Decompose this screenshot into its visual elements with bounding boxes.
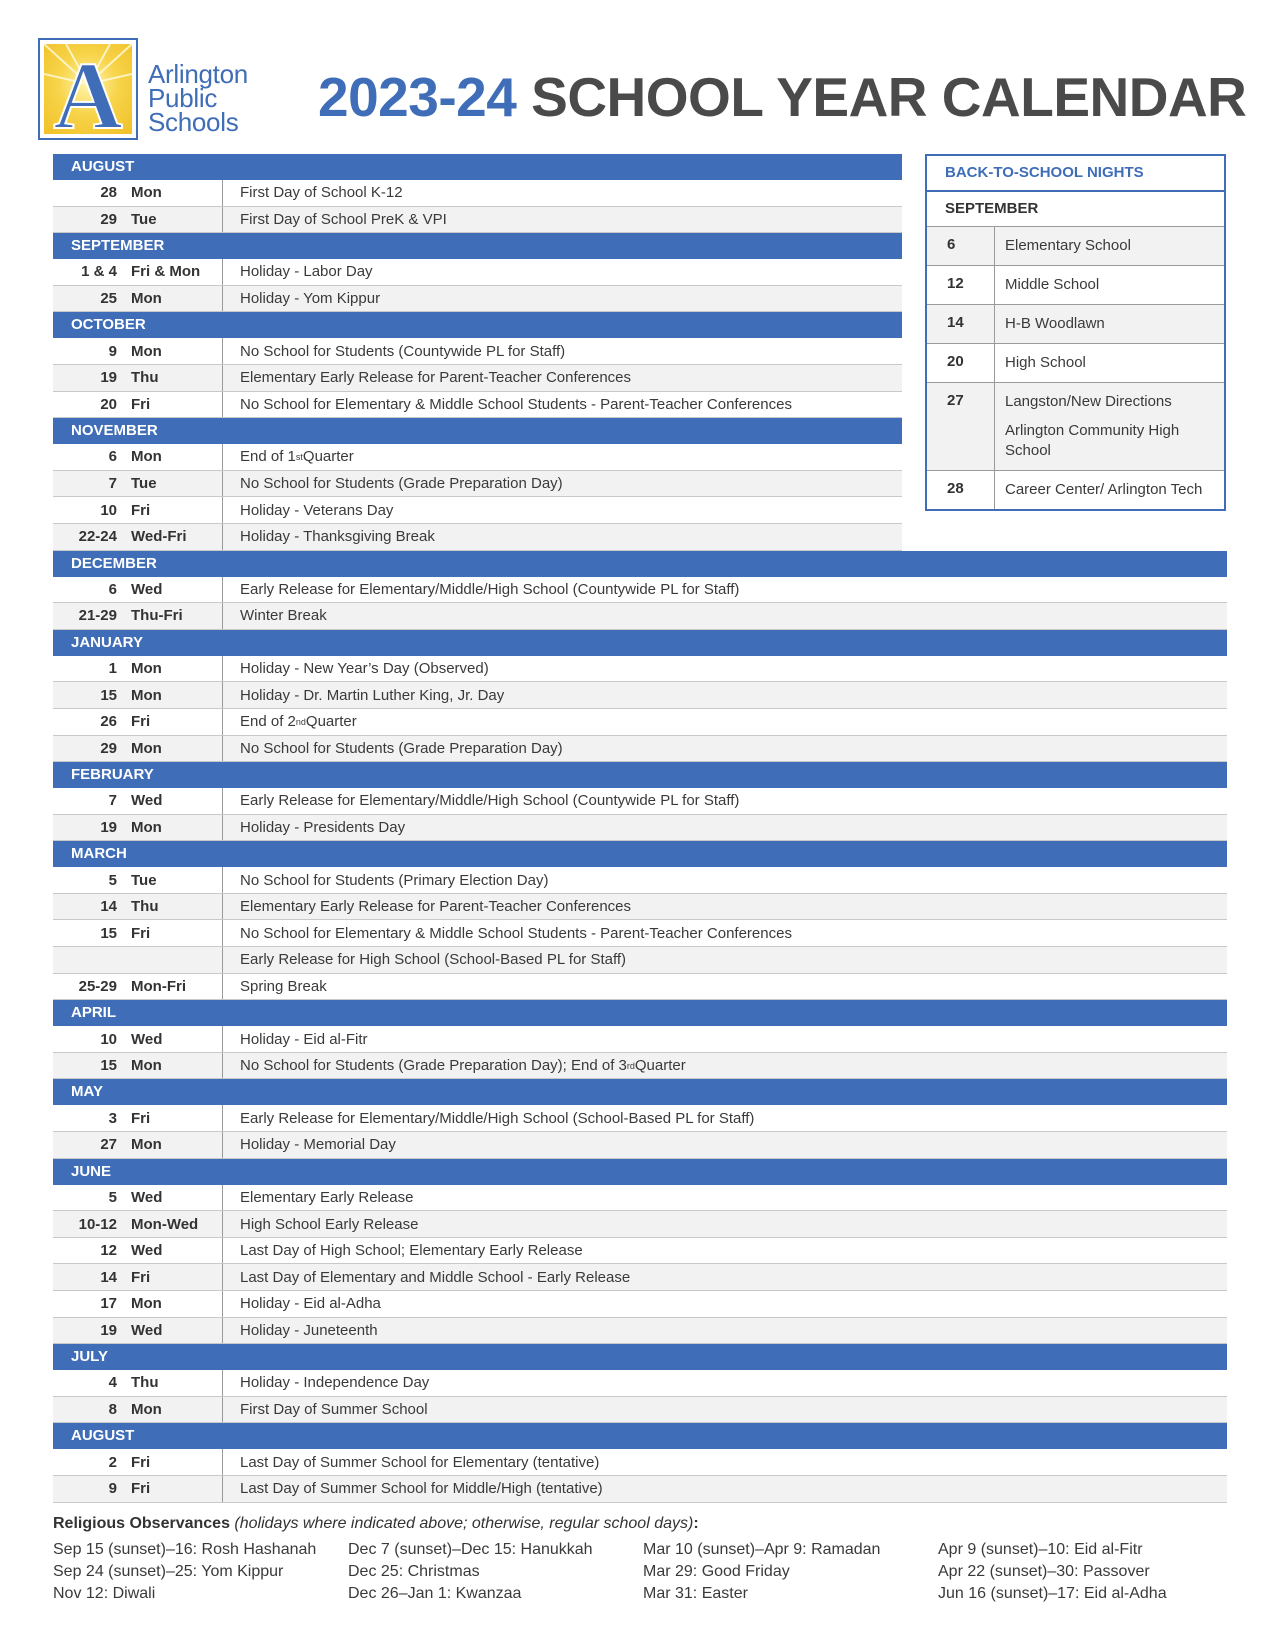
row-date: 25 [100,290,117,308]
calendar-row [53,497,902,524]
calendar-row [53,1185,1227,1212]
event-text-after: Quarter [634,1057,686,1075]
row-event [222,392,902,418]
religious-item: Mar 31: Easter [643,1585,748,1602]
event-text: Last Day of Elementary and Middle School - Early Release [240,1268,631,1286]
month-header: MARCH [53,841,1227,867]
row-date: 17 [100,1295,117,1313]
logo-line: Arlington [148,59,248,89]
event-text: Holiday - Veterans Day [240,501,394,519]
calendar-row [53,736,1227,763]
row-event [222,1132,1227,1158]
event-text: No School for Elementary & Middle School Students - Parent-Teacher Conferences [240,395,792,413]
row-weekday: Wed [131,1321,163,1339]
row-date: 15 [100,1057,117,1075]
event-text-after: Quarter [302,448,354,466]
row-date: 10-12 [78,1215,117,1233]
calendar-row [53,815,1227,842]
row-date: 15 [100,686,117,704]
bts-school-line: High School [1005,354,1086,371]
page-title [318,64,1246,130]
religious-columns [53,1539,1233,1605]
row-event [222,1105,1227,1131]
calendar-row [53,1132,1227,1159]
row-event [222,577,1227,603]
month-header: JULY [53,1344,1227,1370]
calendar-row [53,1449,1227,1476]
row-event [222,286,902,312]
row-event [222,1291,1227,1317]
religious-title-note: (holidays where indicated above; otherwise, regular school days) [229,1515,694,1532]
row-event [222,1318,1227,1344]
event-text: Early Release for High School (School-Based PL for Staff) [240,951,627,969]
event-text: High School Early Release [240,1215,419,1233]
bts-date: 14 [927,305,995,343]
row-event: End of 2 nd Quarter [222,709,1227,735]
row-event [222,736,1227,762]
row-event [222,1370,1227,1396]
logo-wordmark [148,59,248,137]
row-weekday: Mon-Fri [131,977,186,995]
back-to-school-list [927,227,1224,509]
row-weekday: Thu-Fri [131,607,183,625]
row-weekday: Mon [131,1057,162,1075]
row-date: 8 [108,1401,117,1419]
event-text: First Day of School K-12 [240,184,403,202]
religious-title-colon: : [693,1515,699,1532]
calendar-row [53,365,902,392]
row-date: 5 [108,871,117,889]
calendar-row [53,603,1227,630]
month-header: DECEMBER [53,551,1227,577]
religious-item: Apr 22 (sunset)–30: Passover [938,1563,1150,1580]
event-text: End of 2 [240,713,296,731]
row-weekday: Wed [131,1188,163,1206]
row-date: 4 [108,1374,117,1392]
calendar-row [53,788,1227,815]
religious-item: Apr 9 (sunset)–10: Eid al-Fitr [938,1541,1143,1558]
row-weekday: Mon-Wed [131,1215,199,1233]
row-event [222,1211,1227,1237]
event-text: Holiday - Dr. Martin Luther King, Jr. Day [240,686,505,704]
calendar-row [53,1318,1227,1345]
title-text: SCHOOL YEAR CALENDAR [531,66,1247,128]
row-weekday: Thu [131,1374,159,1392]
event-text: Holiday - Independence Day [240,1374,430,1392]
event-text: Holiday - Eid al-Adha [240,1295,381,1313]
calendar-row [53,709,1227,736]
religious-title-bold: Religious Observances [53,1515,230,1532]
back-to-school-box [925,154,1226,511]
calendar-row [53,682,1227,709]
row-weekday: Fri [131,1453,151,1471]
bts-school-line: H-B Woodlawn [1005,315,1105,332]
row-date: 25-29 [78,977,117,995]
event-text: Winter Break [240,607,327,625]
row-weekday: Wed-Fri [131,528,187,546]
month-header: OCTOBER [53,312,902,338]
religious-item: Dec 25: Christmas [348,1563,480,1580]
row-event [222,682,1227,708]
row-weekday: Fri [131,1109,151,1127]
calendar-row [53,894,1227,921]
row-event [222,920,1227,946]
row-weekday: Mon [131,818,162,836]
calendar-row [53,180,902,207]
month-header: MAY [53,1079,1227,1105]
month-header: AUGUST [53,154,902,180]
row-weekday: Thu [131,369,159,387]
month-header: AUGUST [53,1423,1227,1449]
religious-item: Sep 15 (sunset)–16: Rosh Hashanah [53,1541,317,1558]
bts-date: 6 [927,227,995,265]
bts-school-line: Arlington Community High School [1005,422,1180,459]
row-date: 14 [100,1268,117,1286]
row-date: 9 [108,342,117,360]
row-weekday: Mon [131,448,162,466]
religious-item: Jun 16 (sunset)–17: Eid al-Adha [938,1585,1167,1602]
row-weekday: Tue [131,871,157,889]
month-header: APRIL [53,1000,1227,1026]
row-date: 29 [100,739,117,757]
row-date: 19 [100,818,117,836]
calendar-row [53,1238,1227,1265]
bts-school [995,471,1224,509]
calendar-row [53,1264,1227,1291]
row-date: 7 [108,792,117,810]
bts-school-line: Career Center/ Arlington Tech [1005,481,1203,498]
row-weekday: Tue [131,210,157,228]
calendar-row [53,1053,1227,1080]
logo-rays-icon [44,44,132,134]
event-text: Holiday - Eid al-Fitr [240,1030,368,1048]
religious-item: Sep 24 (sunset)–25: Yom Kippur [53,1563,284,1580]
row-event [222,1264,1227,1290]
religious-column [348,1539,643,1605]
religious-item: Mar 10 (sunset)–Apr 9: Ramadan [643,1541,881,1558]
logo-letter: A [53,44,123,134]
calendar-row [53,1105,1227,1132]
event-text: Elementary Early Release for Parent-Teacher Conferences [240,369,632,387]
row-date: 10 [100,501,117,519]
back-to-school-row [927,227,1224,266]
row-event [222,259,902,285]
row-event [222,867,1227,893]
calendar-row [53,577,1227,604]
row-weekday: Fri [131,713,151,731]
calendar-row [53,392,902,419]
row-date: 3 [108,1109,117,1127]
row-weekday: Fri [131,924,151,942]
month-header: JANUARY [53,630,1227,656]
event-text: No School for Students (Grade Preparation Day); End of 3 [240,1057,627,1075]
row-weekday: Wed [131,1030,163,1048]
row-event [222,894,1227,920]
row-date: 20 [100,395,117,413]
calendar-row [53,207,902,234]
calendar-row [53,1291,1227,1318]
bts-date: 12 [927,266,995,304]
row-weekday: Mon [131,1136,162,1154]
bts-school-line: Middle School [1005,276,1100,293]
row-date: 29 [100,210,117,228]
row-weekday: Mon [131,1401,162,1419]
row-date: 27 [100,1136,117,1154]
row-date: 10 [100,1030,117,1048]
row-date: 12 [100,1242,117,1260]
row-weekday: Wed [131,792,163,810]
row-weekday: Mon [131,1295,162,1313]
calendar-row [53,1476,1227,1503]
event-text: No School for Elementary & Middle School Students - Parent-Teacher Conferences [240,924,792,942]
calendar-row [53,974,1227,1001]
bts-school-line: Elementary School [1005,237,1131,254]
event-text: Early Release for Elementary/Middle/High School (School-Based PL for Staff) [240,1109,755,1127]
row-date: 7 [108,475,117,493]
bts-date: 28 [927,471,995,509]
row-weekday: Wed [131,1242,163,1260]
bts-school [995,344,1224,382]
row-date: 19 [100,1321,117,1339]
calendar-row [53,444,902,471]
event-text: Holiday - Thanksgiving Break [240,528,435,546]
row-event [222,974,1227,1000]
bts-date: 27 [927,383,995,470]
aps-logo [38,38,138,140]
row-event [222,603,1227,629]
row-weekday: Thu [131,898,159,916]
row-date: 2 [108,1453,117,1471]
row-date: 9 [108,1480,117,1498]
row-weekday: Fri [131,395,151,413]
row-weekday: Mon [131,342,162,360]
back-to-school-month: SEPTEMBER [927,192,1224,227]
row-event [222,947,1227,973]
row-date: 6 [108,580,117,598]
logo-line: Public [148,83,218,113]
event-text: End of 1 [240,448,296,466]
row-event [222,1449,1227,1475]
row-event [222,1397,1227,1423]
event-text: Elementary Early Release for Parent-Teacher Conferences [240,898,632,916]
religious-column [938,1539,1233,1605]
row-event: End of 1 st Quarter [222,444,902,470]
row-weekday: Fri [131,1268,151,1286]
month-header: SEPTEMBER [53,233,902,259]
row-event [222,524,902,550]
row-date: 21-29 [78,607,117,625]
row-event [222,207,902,233]
row-date: 19 [100,369,117,387]
month-header: JUNE [53,1159,1227,1185]
row-event [222,788,1227,814]
back-to-school-row [927,305,1224,344]
row-weekday: Fri [131,1480,151,1498]
event-text-after: Quarter [305,713,357,731]
bts-school [995,227,1224,265]
row-event [222,497,902,523]
row-event: No School for Students (Grade Preparation Day); End of 3 rd Quarter [222,1053,1227,1079]
bts-school [995,266,1224,304]
logo-line: Schools [148,107,239,137]
row-date: 22-24 [78,528,117,546]
event-text: Holiday - Yom Kippur [240,290,381,308]
back-to-school-row [927,266,1224,305]
event-text: No School for Students (Countywide PL for Staff) [240,342,566,360]
row-weekday: Mon [131,184,162,202]
logo-sunburst [44,44,132,134]
calendar-row [53,338,902,365]
row-event [222,1476,1227,1502]
row-event [222,338,902,364]
calendar-row [53,1397,1227,1424]
row-weekday: Mon [131,686,162,704]
back-to-school-row [927,383,1224,471]
row-weekday: Mon [131,660,162,678]
row-date: 5 [108,1188,117,1206]
event-text: Holiday - Labor Day [240,263,373,281]
title-year: 2023-24 [318,66,517,128]
row-weekday: Mon [131,290,162,308]
back-to-school-row [927,344,1224,383]
event-text: Holiday - Memorial Day [240,1136,396,1154]
row-date: 6 [108,448,117,466]
event-text: Spring Break [240,977,327,995]
back-to-school-row [927,471,1224,509]
bts-school-line: Langston/New Directions [1005,393,1172,410]
religious-item: Mar 29: Good Friday [643,1563,790,1580]
row-event [222,815,1227,841]
religious-item: Dec 7 (sunset)–Dec 15: Hanukkah [348,1541,593,1558]
row-weekday: Fri [131,501,151,519]
row-weekday: Mon [131,739,162,757]
calendar-row [53,947,1227,974]
row-event [222,1238,1227,1264]
event-text: Holiday - New Year’s Day (Observed) [240,660,489,678]
row-weekday: Wed [131,580,163,598]
row-event [222,471,902,497]
row-date: 26 [100,713,117,731]
religious-item: Nov 12: Diwali [53,1585,156,1602]
row-weekday: Fri & Mon [131,263,201,281]
event-text: Early Release for Elementary/Middle/High School (Countywide PL for Staff) [240,580,740,598]
event-text: Last Day of Summer School for Middle/High (tentative) [240,1480,603,1498]
calendar-row [53,1211,1227,1238]
calendar-row [53,286,902,313]
row-event [222,1185,1227,1211]
row-date: 1 [108,660,117,678]
event-text: No School for Students (Grade Preparation Day) [240,475,563,493]
event-text: Last Day of Summer School for Elementary (tentative) [240,1453,600,1471]
calendar-row [53,867,1227,894]
religious-column [53,1539,348,1605]
row-event [222,1026,1227,1052]
month-header: NOVEMBER [53,418,902,444]
religious-observances [53,1515,1233,1605]
calendar-row [53,920,1227,947]
calendar-row [53,1370,1227,1397]
row-event [222,365,902,391]
month-header: FEBRUARY [53,762,1227,788]
row-date: 14 [100,898,117,916]
row-date: 1 & 4 [81,263,117,281]
event-text: First Day of School PreK & VPI [240,210,447,228]
religious-title [53,1515,1233,1533]
back-to-school-title: BACK-TO-SCHOOL NIGHTS [927,156,1224,192]
calendar-row [53,524,902,551]
bts-date: 20 [927,344,995,382]
event-text: Holiday - Presidents Day [240,818,406,836]
calendar-row [53,656,1227,683]
event-text: Elementary Early Release [240,1188,414,1206]
bts-school [995,305,1224,343]
bts-school [995,383,1224,470]
calendar-row [53,1026,1227,1053]
event-text: No School for Students (Grade Preparation Day) [240,739,563,757]
event-text: Holiday - Juneteenth [240,1321,378,1339]
event-text: Early Release for Elementary/Middle/High School (Countywide PL for Staff) [240,792,740,810]
religious-item: Dec 26–Jan 1: Kwanzaa [348,1585,522,1602]
calendar-row [53,259,902,286]
row-weekday: Tue [131,475,157,493]
event-text: Last Day of High School; Elementary Early Release [240,1242,583,1260]
calendar-row [53,471,902,498]
row-date: 28 [100,184,117,202]
event-text: First Day of Summer School [240,1401,428,1419]
row-event [222,656,1227,682]
row-event [222,180,902,206]
event-text: No School for Students (Primary Election Day) [240,871,549,889]
religious-column [643,1539,938,1605]
row-date: 15 [100,924,117,942]
